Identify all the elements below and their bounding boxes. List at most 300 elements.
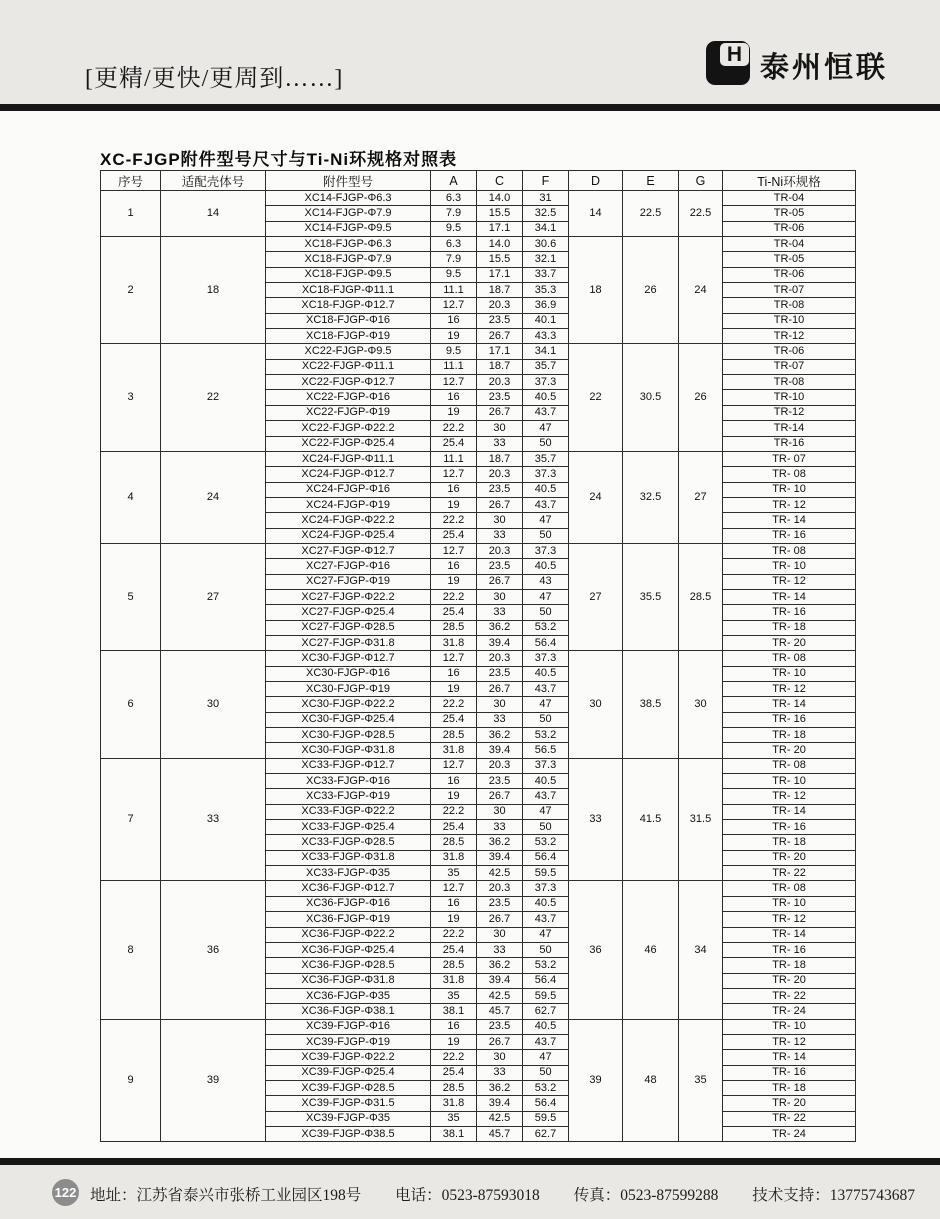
value-f-cell: 62.7 (523, 1126, 569, 1141)
column-header: F (523, 171, 569, 191)
model-cell: XC30-FJGP-Φ28.5 (266, 728, 431, 743)
value-a-cell: 16 (431, 774, 477, 789)
value-c-cell: 26.7 (477, 789, 523, 804)
ring-spec-cell: TR- 08 (723, 881, 856, 896)
group-serial-cell: 9 (101, 1019, 161, 1142)
group-g-cell: 28.5 (679, 543, 723, 650)
model-cell: XC22-FJGP-Φ16 (266, 390, 431, 405)
value-c-cell: 33 (477, 436, 523, 451)
group-serial-cell: 6 (101, 651, 161, 758)
column-header: 适配壳体号 (161, 171, 266, 191)
ring-spec-cell: TR-10 (723, 313, 856, 328)
group-e-cell: 32.5 (623, 451, 679, 543)
ring-spec-cell: TR- 14 (723, 589, 856, 604)
model-cell: XC30-FJGP-Φ12.7 (266, 651, 431, 666)
column-header: 附件型号 (266, 171, 431, 191)
value-f-cell: 59.5 (523, 866, 569, 881)
value-f-cell: 34.1 (523, 344, 569, 359)
ring-spec-cell: TR-06 (723, 267, 856, 282)
group-shell-cell: 36 (161, 881, 266, 1019)
value-c-cell: 26.7 (477, 682, 523, 697)
model-cell: XC18-FJGP-Φ19 (266, 329, 431, 344)
value-a-cell: 16 (431, 666, 477, 681)
value-c-cell: 36.2 (477, 728, 523, 743)
group-serial-cell: 4 (101, 451, 161, 543)
model-cell: XC30-FJGP-Φ25.4 (266, 712, 431, 727)
value-c-cell: 33 (477, 1065, 523, 1080)
group-d-cell: 30 (569, 651, 623, 758)
value-f-cell: 56.4 (523, 1096, 569, 1111)
value-f-cell: 43.7 (523, 912, 569, 927)
value-a-cell: 19 (431, 574, 477, 589)
company-slogan: [更精/更快/更周到……] (85, 66, 344, 92)
group-e-cell: 22.5 (623, 191, 679, 237)
value-c-cell: 26.7 (477, 405, 523, 420)
value-c-cell: 30 (477, 697, 523, 712)
value-a-cell: 16 (431, 1019, 477, 1034)
value-f-cell: 56.4 (523, 973, 569, 988)
ring-spec-cell: TR- 08 (723, 467, 856, 482)
model-cell: XC18-FJGP-Φ12.7 (266, 298, 431, 313)
ring-spec-cell: TR- 16 (723, 1065, 856, 1080)
value-c-cell: 18.7 (477, 359, 523, 374)
value-a-cell: 25.4 (431, 942, 477, 957)
group-shell-cell: 27 (161, 543, 266, 650)
value-c-cell: 23.5 (477, 896, 523, 911)
value-f-cell: 43.7 (523, 497, 569, 512)
ring-spec-cell: TR-12 (723, 329, 856, 344)
value-c-cell: 14.0 (477, 191, 523, 206)
value-a-cell: 35 (431, 866, 477, 881)
group-e-cell: 46 (623, 881, 679, 1019)
column-header: Ti-Ni环规格 (723, 171, 856, 191)
page-number-badge: 122 (52, 1179, 79, 1206)
value-f-cell: 50 (523, 605, 569, 620)
model-cell: XC36-FJGP-Φ28.5 (266, 958, 431, 973)
value-f-cell: 53.2 (523, 620, 569, 635)
value-f-cell: 40.5 (523, 390, 569, 405)
ring-spec-cell: TR- 16 (723, 942, 856, 957)
group-shell-cell: 33 (161, 758, 266, 881)
group-e-cell: 38.5 (623, 651, 679, 758)
value-c-cell: 26.7 (477, 912, 523, 927)
value-c-cell: 15.5 (477, 252, 523, 267)
ring-spec-cell: TR- 12 (723, 682, 856, 697)
value-f-cell: 32.5 (523, 206, 569, 221)
value-c-cell: 30 (477, 589, 523, 604)
value-c-cell: 30 (477, 513, 523, 528)
value-a-cell: 31.8 (431, 635, 477, 650)
value-a-cell: 25.4 (431, 528, 477, 543)
value-f-cell: 50 (523, 1065, 569, 1080)
value-a-cell: 12.7 (431, 758, 477, 773)
value-f-cell: 37.3 (523, 651, 569, 666)
group-g-cell: 26 (679, 344, 723, 451)
value-c-cell: 39.4 (477, 973, 523, 988)
model-cell: XC14-FJGP-Φ7.9 (266, 206, 431, 221)
value-f-cell: 37.3 (523, 881, 569, 896)
ring-spec-cell: TR-06 (723, 221, 856, 236)
ring-spec-cell: TR- 08 (723, 651, 856, 666)
model-cell: XC27-FJGP-Φ16 (266, 559, 431, 574)
table-row (101, 651, 856, 666)
table-row (101, 881, 856, 896)
value-a-cell: 31.8 (431, 743, 477, 758)
value-f-cell: 35.7 (523, 359, 569, 374)
ring-spec-cell: TR- 12 (723, 1034, 856, 1049)
value-a-cell: 28.5 (431, 1080, 477, 1095)
value-c-cell: 30 (477, 927, 523, 942)
model-cell: XC39-FJGP-Φ28.5 (266, 1080, 431, 1095)
group-g-cell: 24 (679, 237, 723, 344)
ring-spec-cell: TR- 12 (723, 912, 856, 927)
value-c-cell: 30 (477, 804, 523, 819)
ring-spec-cell: TR- 12 (723, 497, 856, 512)
value-c-cell: 36.2 (477, 620, 523, 635)
value-a-cell: 25.4 (431, 820, 477, 835)
value-a-cell: 12.7 (431, 298, 477, 313)
value-a-cell: 19 (431, 912, 477, 927)
value-a-cell: 22.2 (431, 421, 477, 436)
model-cell: XC30-FJGP-Φ22.2 (266, 697, 431, 712)
ring-spec-cell: TR- 10 (723, 896, 856, 911)
value-c-cell: 23.5 (477, 1019, 523, 1034)
value-c-cell: 33 (477, 820, 523, 835)
value-a-cell: 12.7 (431, 467, 477, 482)
model-cell: XC33-FJGP-Φ25.4 (266, 820, 431, 835)
value-f-cell: 36.9 (523, 298, 569, 313)
value-f-cell: 32.1 (523, 252, 569, 267)
group-shell-cell: 22 (161, 344, 266, 451)
value-a-cell: 12.7 (431, 543, 477, 558)
value-a-cell: 25.4 (431, 436, 477, 451)
group-e-cell: 41.5 (623, 758, 679, 881)
group-g-cell: 34 (679, 881, 723, 1019)
group-shell-cell: 24 (161, 451, 266, 543)
value-f-cell: 59.5 (523, 988, 569, 1003)
model-cell: XC33-FJGP-Φ22.2 (266, 804, 431, 819)
value-a-cell: 16 (431, 896, 477, 911)
value-f-cell: 53.2 (523, 728, 569, 743)
group-g-cell: 27 (679, 451, 723, 543)
model-cell: XC39-FJGP-Φ22.2 (266, 1050, 431, 1065)
value-f-cell: 37.3 (523, 758, 569, 773)
value-a-cell: 19 (431, 329, 477, 344)
value-c-cell: 39.4 (477, 1096, 523, 1111)
model-cell: XC36-FJGP-Φ25.4 (266, 942, 431, 957)
value-f-cell: 47 (523, 804, 569, 819)
model-cell: XC14-FJGP-Φ6.3 (266, 191, 431, 206)
brand-name: 泰州恒联 (759, 52, 888, 84)
ring-spec-cell: TR- 14 (723, 927, 856, 942)
value-a-cell: 7.9 (431, 206, 477, 221)
value-a-cell: 6.3 (431, 237, 477, 252)
ring-spec-cell: TR-04 (723, 191, 856, 206)
ring-spec-cell: TR- 10 (723, 666, 856, 681)
ring-spec-cell: TR- 12 (723, 574, 856, 589)
value-a-cell: 22.2 (431, 1050, 477, 1065)
group-shell-cell: 30 (161, 651, 266, 758)
ring-spec-cell: TR- 10 (723, 482, 856, 497)
group-d-cell: 22 (569, 344, 623, 451)
page-header (0, 0, 940, 104)
value-a-cell: 22.2 (431, 804, 477, 819)
model-cell: XC24-FJGP-Φ11.1 (266, 451, 431, 466)
ring-spec-cell: TR-05 (723, 206, 856, 221)
value-f-cell: 50 (523, 436, 569, 451)
model-cell: XC33-FJGP-Φ16 (266, 774, 431, 789)
model-cell: XC36-FJGP-Φ31.8 (266, 973, 431, 988)
ring-spec-cell: TR- 16 (723, 528, 856, 543)
model-cell: XC36-FJGP-Φ16 (266, 896, 431, 911)
table-header-row (101, 171, 856, 191)
model-cell: XC24-FJGP-Φ25.4 (266, 528, 431, 543)
value-f-cell: 30.6 (523, 237, 569, 252)
value-f-cell: 35.3 (523, 283, 569, 298)
ring-spec-cell: TR- 18 (723, 620, 856, 635)
value-c-cell: 36.2 (477, 958, 523, 973)
ring-spec-cell: TR-10 (723, 390, 856, 405)
value-a-cell: 12.7 (431, 375, 477, 390)
value-a-cell: 28.5 (431, 835, 477, 850)
model-cell: XC30-FJGP-Φ16 (266, 666, 431, 681)
column-header: D (569, 171, 623, 191)
ring-spec-cell: TR- 24 (723, 1126, 856, 1141)
value-c-cell: 20.3 (477, 758, 523, 773)
value-f-cell: 47 (523, 589, 569, 604)
value-a-cell: 31.8 (431, 973, 477, 988)
value-c-cell: 36.2 (477, 835, 523, 850)
value-f-cell: 59.5 (523, 1111, 569, 1126)
model-cell: XC30-FJGP-Φ19 (266, 682, 431, 697)
value-f-cell: 47 (523, 421, 569, 436)
table-row (101, 758, 856, 773)
ring-spec-cell: TR- 20 (723, 973, 856, 988)
value-a-cell: 16 (431, 313, 477, 328)
value-f-cell: 40.1 (523, 313, 569, 328)
group-e-cell: 30.5 (623, 344, 679, 451)
column-header: E (623, 171, 679, 191)
value-c-cell: 20.3 (477, 298, 523, 313)
value-a-cell: 38.1 (431, 1126, 477, 1141)
value-f-cell: 47 (523, 513, 569, 528)
group-e-cell: 26 (623, 237, 679, 344)
model-cell: XC33-FJGP-Φ28.5 (266, 835, 431, 850)
footer-address: 地址：江苏省泰兴市张桥工业园区198号 (90, 1187, 362, 1204)
model-cell: XC39-FJGP-Φ35 (266, 1111, 431, 1126)
model-cell: XC39-FJGP-Φ31.5 (266, 1096, 431, 1111)
model-cell: XC18-FJGP-Φ7.9 (266, 252, 431, 267)
value-f-cell: 35.7 (523, 451, 569, 466)
value-f-cell: 47 (523, 927, 569, 942)
value-a-cell: 16 (431, 390, 477, 405)
value-c-cell: 26.7 (477, 574, 523, 589)
value-f-cell: 43 (523, 574, 569, 589)
model-cell: XC22-FJGP-Φ22.2 (266, 421, 431, 436)
value-a-cell: 9.5 (431, 221, 477, 236)
ring-spec-cell: TR-07 (723, 283, 856, 298)
value-c-cell: 20.3 (477, 543, 523, 558)
model-cell: XC14-FJGP-Φ9.5 (266, 221, 431, 236)
group-e-cell: 35.5 (623, 543, 679, 650)
value-c-cell: 23.5 (477, 666, 523, 681)
group-g-cell: 22.5 (679, 191, 723, 237)
value-f-cell: 43.7 (523, 682, 569, 697)
ring-spec-cell: TR- 07 (723, 451, 856, 466)
value-c-cell: 42.5 (477, 988, 523, 1003)
ring-spec-cell: TR- 18 (723, 1080, 856, 1095)
group-g-cell: 31.5 (679, 758, 723, 881)
ring-spec-cell: TR- 16 (723, 820, 856, 835)
value-f-cell: 43.3 (523, 329, 569, 344)
value-c-cell: 20.3 (477, 881, 523, 896)
page-footer (0, 1165, 940, 1219)
group-d-cell: 36 (569, 881, 623, 1019)
value-a-cell: 35 (431, 988, 477, 1003)
value-f-cell: 50 (523, 942, 569, 957)
svg-text:H: H (726, 43, 743, 66)
ring-spec-cell: TR- 20 (723, 850, 856, 865)
value-c-cell: 18.7 (477, 283, 523, 298)
value-a-cell: 19 (431, 405, 477, 420)
value-f-cell: 40.5 (523, 559, 569, 574)
value-f-cell: 43.7 (523, 1034, 569, 1049)
value-f-cell: 50 (523, 712, 569, 727)
value-c-cell: 14.0 (477, 237, 523, 252)
group-serial-cell: 5 (101, 543, 161, 650)
ring-spec-cell: TR- 20 (723, 743, 856, 758)
value-f-cell: 31 (523, 191, 569, 206)
group-d-cell: 33 (569, 758, 623, 881)
model-cell: XC24-FJGP-Φ12.7 (266, 467, 431, 482)
table-row (101, 451, 856, 466)
group-d-cell: 39 (569, 1019, 623, 1142)
value-f-cell: 40.5 (523, 666, 569, 681)
group-e-cell: 48 (623, 1019, 679, 1142)
model-cell: XC27-FJGP-Φ25.4 (266, 605, 431, 620)
ring-spec-cell: TR-12 (723, 405, 856, 420)
ring-spec-cell: TR- 18 (723, 728, 856, 743)
group-shell-cell: 18 (161, 237, 266, 344)
value-f-cell: 56.5 (523, 743, 569, 758)
model-cell: XC36-FJGP-Φ38.1 (266, 1004, 431, 1019)
value-f-cell: 56.4 (523, 850, 569, 865)
ring-spec-cell: TR- 12 (723, 789, 856, 804)
value-a-cell: 6.3 (431, 191, 477, 206)
value-c-cell: 20.3 (477, 467, 523, 482)
ring-spec-cell: TR-07 (723, 359, 856, 374)
ring-spec-cell: TR- 16 (723, 605, 856, 620)
value-a-cell: 28.5 (431, 728, 477, 743)
value-f-cell: 62.7 (523, 1004, 569, 1019)
model-cell: XC27-FJGP-Φ22.2 (266, 589, 431, 604)
value-f-cell: 37.3 (523, 375, 569, 390)
ring-spec-cell: TR- 08 (723, 758, 856, 773)
page-title: XC-FJGP附件型号尺寸与Ti-Ni环规格对照表 (100, 150, 458, 169)
value-c-cell: 26.7 (477, 497, 523, 512)
value-a-cell: 31.8 (431, 1096, 477, 1111)
value-f-cell: 40.5 (523, 774, 569, 789)
value-c-cell: 42.5 (477, 1111, 523, 1126)
model-cell: XC22-FJGP-Φ9.5 (266, 344, 431, 359)
ring-spec-cell: TR- 18 (723, 958, 856, 973)
table-row (101, 237, 856, 252)
model-cell: XC22-FJGP-Φ25.4 (266, 436, 431, 451)
group-serial-cell: 2 (101, 237, 161, 344)
value-c-cell: 23.5 (477, 482, 523, 497)
value-c-cell: 17.1 (477, 344, 523, 359)
group-serial-cell: 3 (101, 344, 161, 451)
group-d-cell: 18 (569, 237, 623, 344)
value-a-cell: 16 (431, 482, 477, 497)
value-a-cell: 28.5 (431, 620, 477, 635)
value-c-cell: 45.7 (477, 1004, 523, 1019)
model-cell: XC33-FJGP-Φ12.7 (266, 758, 431, 773)
group-shell-cell: 39 (161, 1019, 266, 1142)
model-cell: XC27-FJGP-Φ12.7 (266, 543, 431, 558)
model-cell: XC18-FJGP-Φ9.5 (266, 267, 431, 282)
value-a-cell: 25.4 (431, 712, 477, 727)
value-a-cell: 28.5 (431, 958, 477, 973)
model-cell: XC22-FJGP-Φ19 (266, 405, 431, 420)
ring-spec-cell: TR- 10 (723, 1019, 856, 1034)
model-cell: XC39-FJGP-Φ16 (266, 1019, 431, 1034)
value-c-cell: 26.7 (477, 329, 523, 344)
model-cell: XC22-FJGP-Φ11.1 (266, 359, 431, 374)
value-c-cell: 39.4 (477, 850, 523, 865)
model-cell: XC24-FJGP-Φ22.2 (266, 513, 431, 528)
model-cell: XC33-FJGP-Φ19 (266, 789, 431, 804)
value-f-cell: 37.3 (523, 543, 569, 558)
group-serial-cell: 7 (101, 758, 161, 881)
ring-spec-cell: TR-05 (723, 252, 856, 267)
value-a-cell: 9.5 (431, 344, 477, 359)
value-c-cell: 33 (477, 712, 523, 727)
value-a-cell: 9.5 (431, 267, 477, 282)
model-cell: XC33-FJGP-Φ31.8 (266, 850, 431, 865)
group-shell-cell: 14 (161, 191, 266, 237)
ring-spec-cell: TR- 10 (723, 774, 856, 789)
value-a-cell: 22.2 (431, 513, 477, 528)
value-c-cell: 23.5 (477, 313, 523, 328)
ring-spec-cell: TR- 10 (723, 559, 856, 574)
value-f-cell: 47 (523, 1050, 569, 1065)
ring-spec-cell: TR-08 (723, 298, 856, 313)
spec-table (100, 170, 856, 1142)
ring-spec-cell: TR-04 (723, 237, 856, 252)
content-sheet (0, 111, 940, 1158)
value-a-cell: 19 (431, 1034, 477, 1049)
model-cell: XC30-FJGP-Φ31.8 (266, 743, 431, 758)
column-header: C (477, 171, 523, 191)
model-cell: XC18-FJGP-Φ16 (266, 313, 431, 328)
lh-logo-icon (705, 40, 751, 91)
ring-spec-cell: TR-14 (723, 421, 856, 436)
model-cell: XC27-FJGP-Φ31.8 (266, 635, 431, 650)
group-g-cell: 35 (679, 1019, 723, 1142)
value-f-cell: 40.5 (523, 896, 569, 911)
value-c-cell: 26.7 (477, 1034, 523, 1049)
value-f-cell: 43.7 (523, 405, 569, 420)
ring-spec-cell: TR- 14 (723, 697, 856, 712)
value-c-cell: 42.5 (477, 866, 523, 881)
value-a-cell: 12.7 (431, 881, 477, 896)
value-c-cell: 17.1 (477, 221, 523, 236)
model-cell: XC22-FJGP-Φ12.7 (266, 375, 431, 390)
value-a-cell: 11.1 (431, 359, 477, 374)
value-a-cell: 19 (431, 682, 477, 697)
model-cell: XC36-FJGP-Φ22.2 (266, 927, 431, 942)
